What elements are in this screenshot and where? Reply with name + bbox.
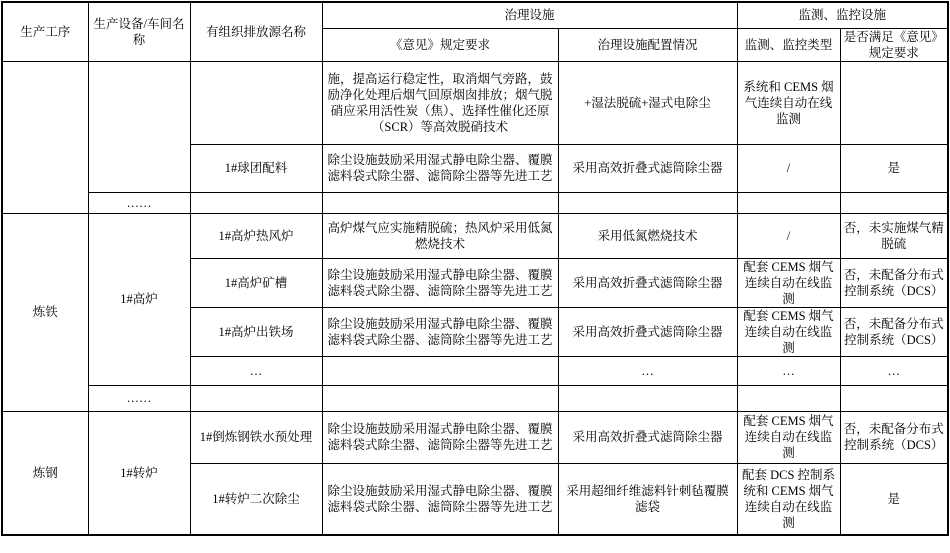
cell-source bbox=[190, 192, 322, 213]
cell-requirement bbox=[322, 192, 558, 213]
cell-source: 1#倒炼钢铁水预处理 bbox=[190, 411, 322, 463]
cell-config: 采用高效折叠式滤筒除尘器 bbox=[558, 411, 737, 463]
cell-monitor bbox=[737, 385, 840, 411]
table-row bbox=[2, 192, 948, 213]
cell-requirement: 除尘设施鼓励采用湿式静电除尘器、覆膜滤料袋式除尘器、滤筒除尘器等先进工艺 bbox=[322, 258, 558, 307]
cell-requirement: 除尘设施鼓励采用湿式静电除尘器、覆膜滤料袋式除尘器、滤筒除尘器等先进工艺 bbox=[322, 463, 558, 535]
cell-requirement: 除尘设施鼓励采用湿式静电除尘器、覆膜滤料袋式除尘器、滤筒除尘器等先进工艺 bbox=[322, 144, 558, 192]
cell-meet: … bbox=[840, 356, 948, 385]
cell-source: 1#高炉出铁场 bbox=[190, 307, 322, 356]
cell-config: 采用高效折叠式滤筒除尘器 bbox=[558, 307, 737, 356]
cell-config: 采用高效折叠式滤筒除尘器 bbox=[558, 144, 737, 192]
table-row bbox=[2, 411, 948, 463]
cell-monitor: 配套 CEMS 烟气连续自动在线监测 bbox=[737, 307, 840, 356]
cell-source bbox=[190, 61, 322, 144]
cell-monitor: … bbox=[737, 356, 840, 385]
cell-source: 1#高炉矿槽 bbox=[190, 258, 322, 307]
cell-process bbox=[2, 61, 88, 213]
table-row bbox=[2, 213, 948, 258]
cell-process: 炼铁 bbox=[2, 213, 88, 411]
header-process: 生产工序 bbox=[2, 2, 88, 61]
cell-source: 1#高炉热风炉 bbox=[190, 213, 322, 258]
cell-requirement: 施，提高运行稳定性，取消烟气旁路，鼓励净化处理后烟气回原烟囱排放；烟气脱硝应采用活性炭（焦）、选择性催化还原（SCR）等高效脱硝技术 bbox=[322, 61, 558, 144]
cell-config: 采用高效折叠式滤筒除尘器 bbox=[558, 258, 737, 307]
compliance-table bbox=[1, 1, 949, 536]
header-row-groups bbox=[2, 2, 948, 28]
cell-source bbox=[190, 385, 322, 411]
cell-meet bbox=[840, 61, 948, 144]
cell-monitor: / bbox=[737, 213, 840, 258]
cell-meet: 是 bbox=[840, 463, 948, 535]
cell-config: 采用超细纤维滤料针刺毡覆膜滤袋 bbox=[558, 463, 737, 535]
cell-meet: 是 bbox=[840, 144, 948, 192]
cell-config: +湿法脱硫+湿式电除尘 bbox=[558, 61, 737, 144]
cell-meet: 否，未配备分布式控制系统（DCS） bbox=[840, 258, 948, 307]
cell-monitor: 配套 CEMS 烟气连续自动在线监测 bbox=[737, 411, 840, 463]
cell-meet bbox=[840, 385, 948, 411]
header-monitor-type: 监测、监控类型 bbox=[737, 28, 840, 61]
cell-monitor bbox=[737, 192, 840, 213]
cell-config: 采用低氮燃烧技术 bbox=[558, 213, 737, 258]
cell-monitor: 配套 CEMS 烟气连续自动在线监测 bbox=[737, 258, 840, 307]
cell-equipment: 1#转炉 bbox=[88, 411, 190, 535]
cell-equipment-more: …… bbox=[88, 385, 190, 411]
table-row bbox=[2, 61, 948, 144]
cell-config bbox=[558, 385, 737, 411]
cell-config: … bbox=[558, 356, 737, 385]
cell-config bbox=[558, 192, 737, 213]
cell-meet bbox=[840, 192, 948, 213]
cell-requirement: 除尘设施鼓励采用湿式静电除尘器、覆膜滤料袋式除尘器、滤筒除尘器等先进工艺 bbox=[322, 411, 558, 463]
cell-monitor: 配套 DCS 控制系统和 CEMS 烟气连续自动在线监测 bbox=[737, 463, 840, 535]
cell-meet: 否，未配备分布式控制系统（DCS） bbox=[840, 307, 948, 356]
header-group-monitoring: 监测、监控设施 bbox=[737, 2, 948, 28]
cell-meet: 否，未配备分布式控制系统（DCS） bbox=[840, 411, 948, 463]
cell-requirement: 高炉煤气应实施精脱硫；热风炉采用低氮燃烧技术 bbox=[322, 213, 558, 258]
header-config: 治理设施配置情况 bbox=[558, 28, 737, 61]
cell-source: … bbox=[190, 356, 322, 385]
cell-requirement: 除尘设施鼓励采用湿式静电除尘器、覆膜滤料袋式除尘器、滤筒除尘器等先进工艺 bbox=[322, 307, 558, 356]
cell-equipment-more: …… bbox=[88, 192, 190, 213]
cell-equipment bbox=[88, 61, 190, 192]
cell-source: 1#球团配料 bbox=[190, 144, 322, 192]
cell-requirement bbox=[322, 356, 558, 385]
cell-meet: 否，未实施煤气精脱硫 bbox=[840, 213, 948, 258]
table-row bbox=[2, 385, 948, 411]
header-meet: 是否满足《意见》规定要求 bbox=[840, 28, 948, 61]
cell-equipment: 1#高炉 bbox=[88, 213, 190, 385]
header-group-treatment: 治理设施 bbox=[322, 2, 737, 28]
cell-process: 炼钢 bbox=[2, 411, 88, 535]
cell-source: 1#转炉二次除尘 bbox=[190, 463, 322, 535]
cell-monitor: / bbox=[737, 144, 840, 192]
cell-monitor: 系统和 CEMS 烟气连续自动在线监测 bbox=[737, 61, 840, 144]
header-source: 有组织排放源名称 bbox=[190, 2, 322, 61]
cell-requirement bbox=[322, 385, 558, 411]
header-requirement: 《意见》规定要求 bbox=[322, 28, 558, 61]
header-equipment: 生产设备/车间名称 bbox=[88, 2, 190, 61]
